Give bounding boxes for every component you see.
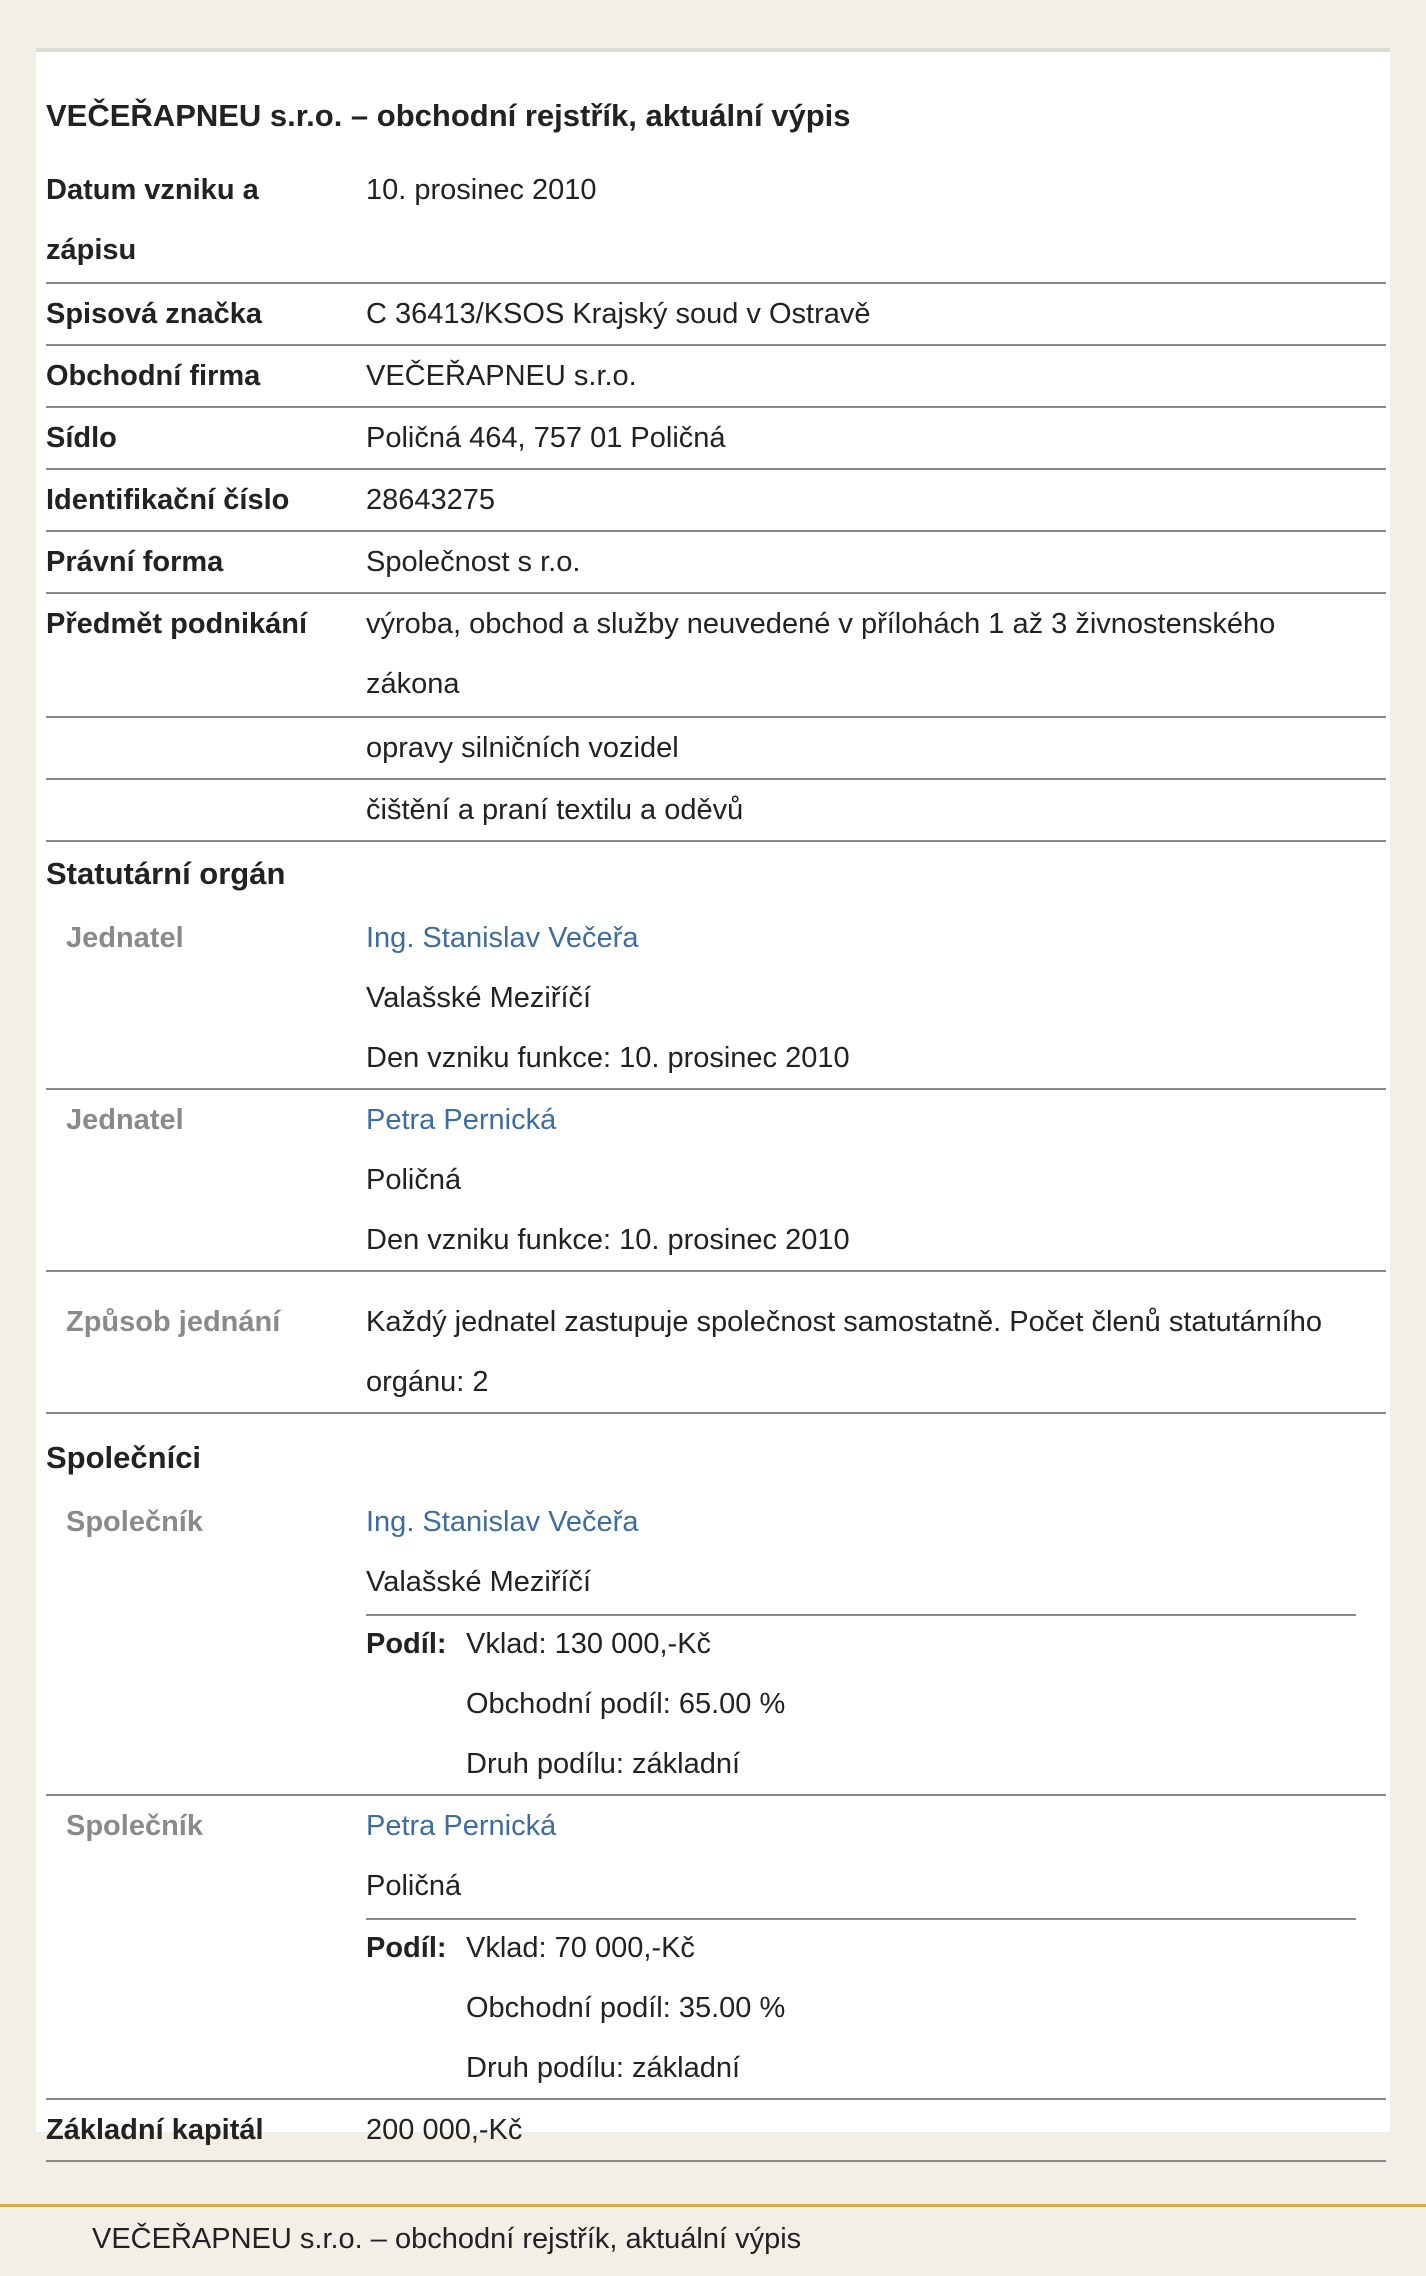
value-spisova: C 36413/KSOS Krajský soud v Ostravě bbox=[366, 298, 871, 330]
link-jednatel-1-name[interactable]: Ing. Stanislav Večeřa bbox=[366, 922, 639, 954]
row-predmet-3 bbox=[46, 780, 1386, 842]
row-ic bbox=[46, 470, 1386, 532]
value-ic: 28643275 bbox=[366, 484, 496, 516]
value-jednatel-1-city: Valašské Meziříčí bbox=[366, 982, 592, 1014]
value-podil-2-vklad: Vklad: 70 000,-Kč bbox=[466, 1932, 695, 1964]
value-kapital: 200 000,-Kč bbox=[366, 2114, 523, 2146]
label-spisova: Spisová značka bbox=[46, 298, 262, 330]
value-spolecnik-2-city: Poličná bbox=[366, 1870, 462, 1902]
value-spolecnik-1-city: Valašské Meziříčí bbox=[366, 1566, 592, 1598]
label-ic: Identifikační číslo bbox=[46, 484, 290, 516]
value-datum: 10. prosinec 2010 bbox=[366, 174, 597, 206]
label-firma: Obchodní firma bbox=[46, 360, 261, 392]
row-datum bbox=[46, 160, 1386, 284]
value-podil-1-podil: Obchodní podíl: 65.00 % bbox=[466, 1688, 786, 1720]
registry-card bbox=[36, 48, 1390, 2146]
footer-title: VEČEŘAPNEU s.r.o. – obchodní rejstřík, aktuální výpis bbox=[92, 2223, 802, 2255]
page-title: VEČEŘAPNEU s.r.o. – obchodní rejstřík, aktuální výpis bbox=[46, 98, 851, 133]
label-podil-2: Podíl: bbox=[366, 1932, 447, 1964]
value-jednatel-2-since: Den vzniku funkce: 10. prosinec 2010 bbox=[366, 1224, 850, 1256]
row-zpusob bbox=[46, 1272, 1386, 1414]
link-spolecnik-2-name[interactable]: Petra Pernická bbox=[366, 1810, 557, 1842]
label-kapital: Základní kapitál bbox=[46, 2114, 264, 2146]
row-jednatel-1 bbox=[46, 908, 1386, 1090]
value-zpusob-2: orgánu: 2 bbox=[366, 1366, 489, 1398]
value-jednatel-2-city: Poličná bbox=[366, 1164, 462, 1196]
label-sidlo: Sídlo bbox=[46, 422, 117, 454]
value-predmet-1a: výroba, obchod a služby neuvedené v přílohách 1 až 3 živnostenského bbox=[366, 608, 1276, 640]
row-sidlo bbox=[46, 408, 1386, 470]
label-podil-1: Podíl: bbox=[366, 1628, 447, 1660]
value-forma: Společnost s r.o. bbox=[366, 546, 581, 578]
row-spisova bbox=[46, 284, 1386, 346]
value-sidlo: Poličná 464, 757 01 Poličná bbox=[366, 422, 726, 454]
section-spolecnici: Společníci bbox=[46, 1440, 202, 1475]
label-forma: Právní forma bbox=[46, 546, 224, 578]
label-predmet: Předmět podnikání bbox=[46, 608, 308, 640]
value-jednatel-1-since: Den vzniku funkce: 10. prosinec 2010 bbox=[366, 1042, 850, 1074]
value-predmet-2: opravy silničních vozidel bbox=[366, 732, 679, 764]
label-spolecnik-2: Společník bbox=[66, 1810, 203, 1842]
row-kapital bbox=[46, 2100, 1386, 2162]
section-statutarni: Statutární orgán bbox=[46, 856, 286, 891]
label-jednatel-1: Jednatel bbox=[66, 922, 184, 954]
row-jednatel-2 bbox=[46, 1090, 1386, 1272]
value-firma: VEČEŘAPNEU s.r.o. bbox=[366, 360, 637, 392]
label-jednatel-2: Jednatel bbox=[66, 1104, 184, 1136]
row-predmet-1 bbox=[46, 594, 1386, 718]
row-spolecnik-1 bbox=[46, 1492, 1386, 1796]
value-podil-1-vklad: Vklad: 130 000,-Kč bbox=[466, 1628, 712, 1660]
value-predmet-3: čištění a praní textilu a oděvů bbox=[366, 794, 744, 826]
row-forma bbox=[46, 532, 1386, 594]
label-datum-1: Datum vzniku a bbox=[46, 174, 259, 206]
label-spolecnik-1: Společník bbox=[66, 1506, 203, 1538]
row-predmet-2 bbox=[46, 718, 1386, 780]
page-footer bbox=[0, 2204, 1426, 2276]
value-podil-1-druh: Druh podílu: základní bbox=[466, 1748, 741, 1780]
value-zpusob-1: Každý jednatel zastupuje společnost samostatně. Počet členů statutárního bbox=[366, 1306, 1322, 1338]
label-datum-2: zápisu bbox=[46, 234, 137, 266]
link-jednatel-2-name[interactable]: Petra Pernická bbox=[366, 1104, 557, 1136]
label-zpusob: Způsob jednání bbox=[66, 1306, 281, 1338]
value-podil-2-podil: Obchodní podíl: 35.00 % bbox=[466, 1992, 786, 2024]
row-firma bbox=[46, 346, 1386, 408]
row-spolecnik-2 bbox=[46, 1796, 1386, 2100]
value-predmet-1b: zákona bbox=[366, 668, 460, 700]
link-spolecnik-1-name[interactable]: Ing. Stanislav Večeřa bbox=[366, 1506, 639, 1538]
value-podil-2-druh: Druh podílu: základní bbox=[466, 2052, 741, 2084]
